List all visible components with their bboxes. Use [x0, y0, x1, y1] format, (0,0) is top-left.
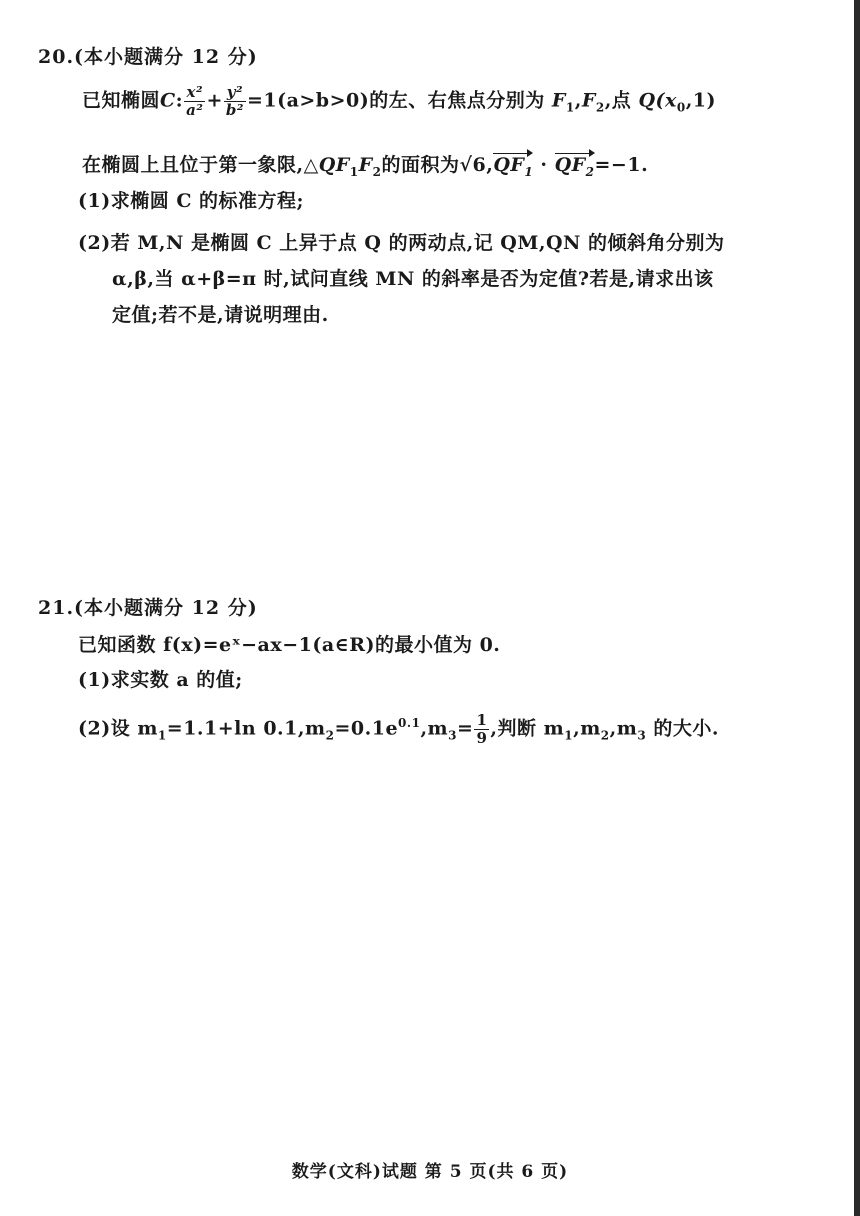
problem-20-question-2-line-3: 定值;若不是,请说明理由.	[112, 304, 329, 326]
text: =1(a>b>0)的左、右焦点分别为	[246, 89, 545, 112]
problem-20-heading: 20.(本小题满分 12 分)	[38, 46, 258, 68]
subscript: 3	[448, 728, 458, 743]
subscript: 2	[372, 164, 382, 179]
subscript: 1	[524, 164, 534, 179]
fraction-1-9	[474, 712, 489, 747]
text: (x	[655, 89, 677, 112]
superscript: 0.1	[398, 716, 421, 731]
text: =	[457, 717, 474, 740]
math-F1: F	[551, 89, 566, 112]
subscript: 2	[585, 164, 595, 179]
text: QF	[493, 154, 525, 176]
problem-21-question-2	[78, 712, 719, 747]
text: :	[175, 89, 184, 112]
problem-20-line-1	[82, 84, 716, 119]
subscript: 1	[349, 164, 359, 179]
text: ·	[540, 154, 548, 176]
subscript: 3	[637, 728, 647, 743]
math-C: C	[160, 89, 176, 112]
subscript: 1	[564, 728, 574, 743]
numerator: x²	[184, 84, 205, 102]
text: 已知椭圆	[82, 89, 161, 112]
text: ,点	[604, 89, 632, 112]
text: 的大小.	[646, 717, 719, 740]
text: 的面积为√6,	[381, 154, 494, 176]
subscript: 2	[600, 728, 610, 743]
text: =1.1+ln 0.1,m	[166, 717, 326, 740]
text: ,1)	[685, 89, 717, 112]
problem-21-heading: 21.(本小题满分 12 分)	[38, 597, 258, 619]
scan-edge	[854, 0, 860, 1216]
subscript: 1	[565, 100, 575, 115]
text: =0.1e	[334, 717, 399, 740]
text: (2)设 m	[78, 717, 158, 740]
page-footer: 数学(文科)试题 第 5 页(共 6 页)	[291, 1162, 569, 1182]
text: 在椭圆上且位于第一象限,△	[82, 154, 319, 176]
problem-21-line-1: 已知函数 f(x)=eˣ−ax−1(a∈R)的最小值为 0.	[78, 634, 501, 656]
vector-QF1	[493, 154, 533, 179]
fraction-y2-b2	[224, 84, 246, 119]
math-F2: F	[581, 89, 596, 112]
problem-20-question-2-line-1: (2)若 M,N 是椭圆 C 上异于点 Q 的两动点,记 QM,QN 的倾斜角分别为	[78, 232, 725, 254]
denominator: 9	[476, 729, 488, 747]
math-F: F	[358, 154, 373, 176]
numerator: y²	[224, 84, 246, 102]
problem-21-question-1: (1)求实数 a 的值;	[78, 669, 243, 691]
fraction-x2-a2	[184, 84, 205, 119]
math-Q: Q	[638, 89, 656, 112]
text: +	[206, 89, 223, 112]
text: QF	[554, 154, 586, 176]
numerator: 1	[476, 711, 488, 729]
text: ,判断 m	[490, 717, 565, 740]
text: ,m	[573, 717, 601, 740]
denominator: b²	[225, 101, 244, 119]
text: ,	[574, 89, 582, 112]
vector-QF2	[555, 154, 595, 179]
problem-20-question-1: (1)求椭圆 C 的标准方程;	[78, 190, 305, 212]
subscript: 2	[595, 100, 605, 115]
text: ,m	[609, 717, 638, 740]
problem-20-line-2	[82, 150, 648, 179]
text: ,m	[420, 717, 449, 740]
subscript: 2	[325, 728, 335, 743]
problem-20-question-2-line-2: α,β,当 α+β=π 时,试问直线 MN 的斜率是否为定值?若是,请求出该	[112, 268, 714, 290]
subscript: 0	[676, 100, 686, 115]
math-QF: QF	[318, 154, 350, 176]
denominator: a²	[186, 101, 204, 119]
subscript: 1	[157, 728, 167, 743]
text: =−1.	[594, 154, 649, 176]
